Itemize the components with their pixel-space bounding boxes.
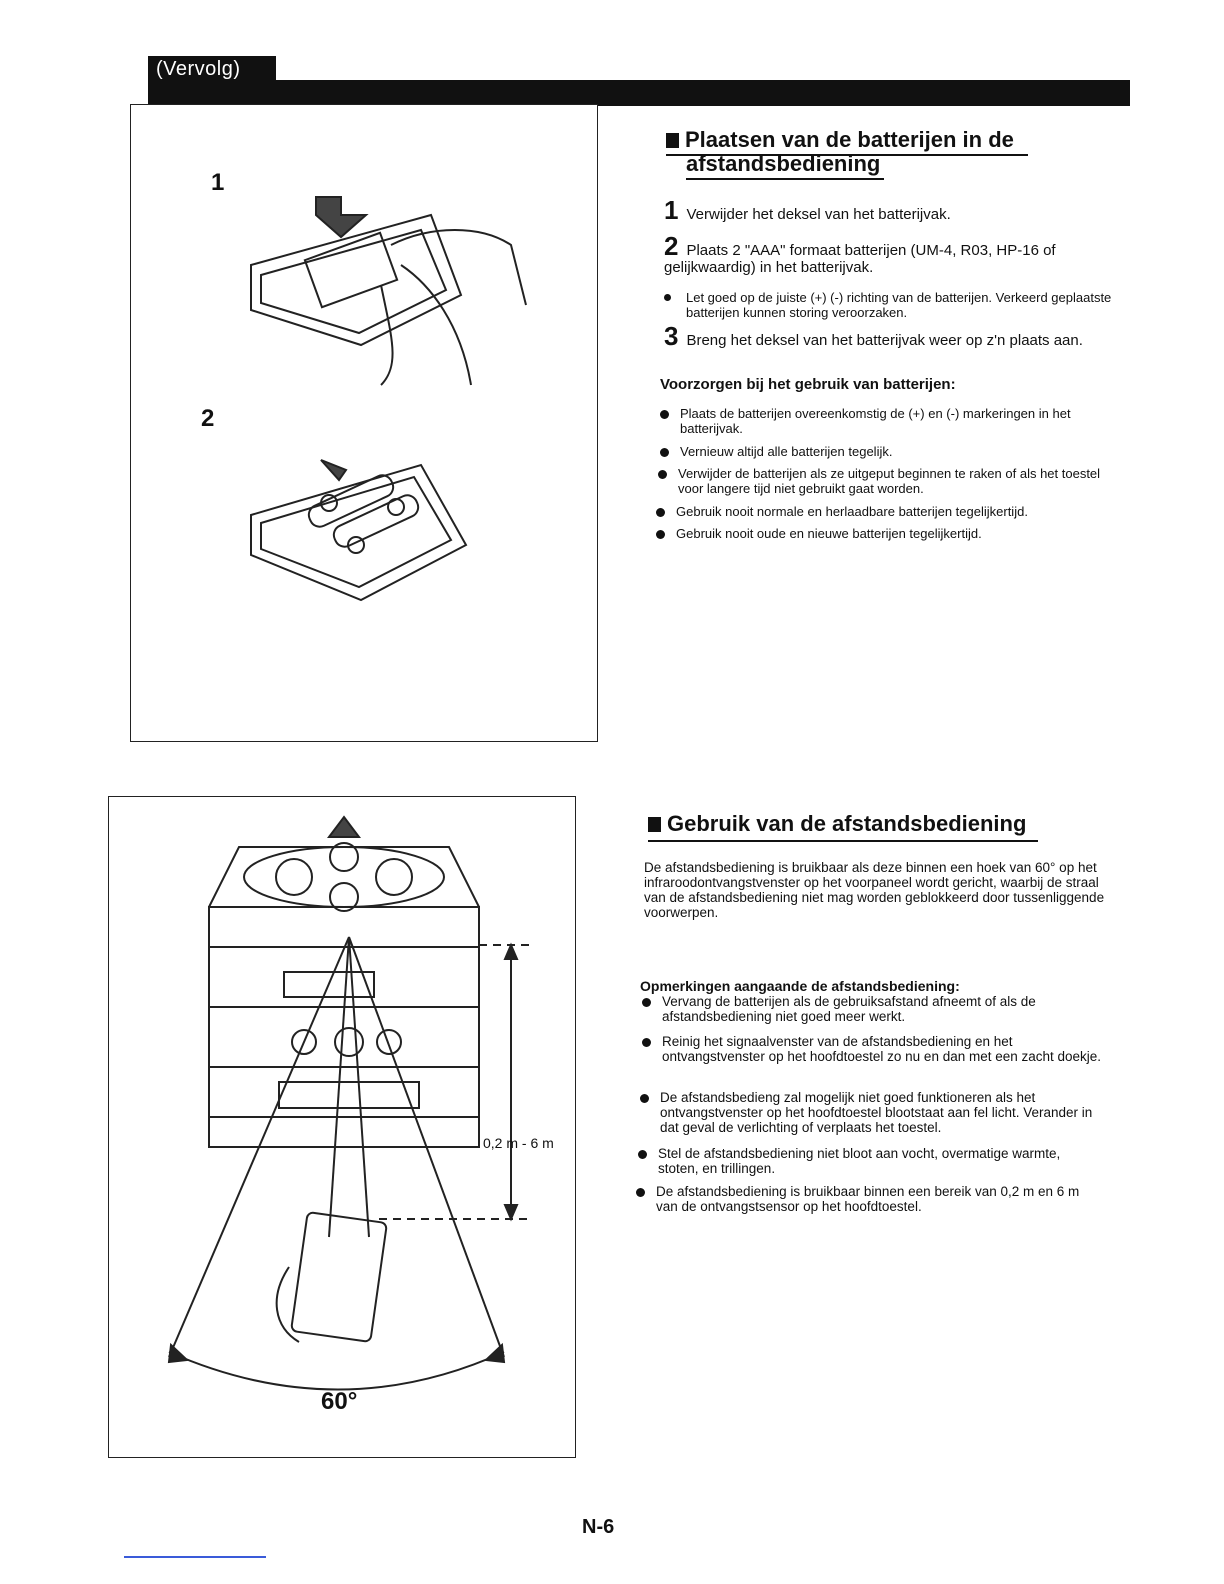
bullet-icon <box>664 294 671 301</box>
precaution-item: Gebruik nooit normale en herlaadbare batterijen tegelijkertijd. <box>676 504 1028 519</box>
remote-usage-figure <box>108 796 576 1458</box>
footer-rule <box>124 1556 266 1558</box>
bullet-icon <box>656 508 665 517</box>
figure-step-2-label: 2 <box>201 405 215 432</box>
bullet-icon <box>658 470 667 479</box>
note-item: Reinig het signaalvenster van de afstandsbediening en het ontvangstvenster op het hoofdtoestel zo nu en dan met een zacht doekje. <box>662 1034 1102 1064</box>
polarity-note: Let goed op de juiste (+) (-) richting van de batterijen. Verkeerd geplaatste batterijen kunnen storing veroorzaken. <box>686 290 1112 320</box>
notes-heading: Opmerkingen aangaande de afstandsbediening: <box>640 978 960 994</box>
angle-label: 60° <box>321 1388 358 1415</box>
bullet-icon <box>660 410 669 419</box>
bullet-icon <box>656 530 665 539</box>
section-header-label: (Vervolg) <box>148 56 276 82</box>
figure-step-1-label: 1 <box>211 169 225 196</box>
bullet-icon <box>642 998 651 1007</box>
bullet-icon <box>640 1094 649 1103</box>
battery-installation-figure <box>130 104 598 742</box>
page-number: N-6 <box>582 1516 615 1538</box>
title-underline <box>648 840 1038 842</box>
step-1: 1 Verwijder het deksel van het batterijvak. <box>664 195 951 225</box>
precautions-heading: Voorzorgen bij het gebruik van batterijen: <box>660 376 956 393</box>
bullet-icon <box>642 1038 651 1047</box>
step-3: 3 Breng het deksel van het batterijvak weer op z'n plaats aan. <box>664 321 1083 351</box>
precaution-item: Verwijder de batterijen als ze uitgeput beginnen te raken of als het toestel voor langere tijd niet gebruikt gaat worden. <box>678 466 1101 496</box>
bullet-icon <box>638 1150 647 1159</box>
note-item: Stel de afstandsbediening niet bloot aan vocht, overmatige warmte, stoten, en trillingen. <box>658 1146 1061 1176</box>
note-item: Vervang de batterijen als de gebruiksafstand afneemt of als de afstandsbediening niet goed meer werkt. <box>662 994 1036 1024</box>
precaution-item: Plaats de batterijen overeenkomstig de (+) en (-) markeringen in het batterijvak. <box>680 406 1071 436</box>
section-title-batteries: Plaatsen van de batterijen in de <box>666 128 1014 152</box>
note-item: De afstandsbedieng zal mogelijk niet goed funktioneren als het ontvangstvenster op het hoofdtoestel blootstaat aan fel licht. Verander in dat geval de verlichting of verplaats het toestel. <box>660 1090 1093 1135</box>
remote-battery-illustration <box>131 105 597 741</box>
remote-use-intro: De afstandsbediening is bruikbaar als deze binnen een hoek van 60° op het infraroodontvangstvenster op het voorpaneel wordt gericht, waarbij de straal van de afstandsbediening niet mag worden geblokkeerd door tussenliggende voorwerpen. <box>644 860 1105 920</box>
precaution-item: Vernieuw altijd alle batterijen tegelijk. <box>680 444 893 459</box>
bullet-icon <box>660 448 669 457</box>
step-2: 2 Plaats 2 "AAA" formaat batterijen (UM-4, R03, HP-16 of gelijkwaardig) in het batterijvak. <box>664 231 1056 276</box>
note-item: De afstandsbediening is bruikbaar binnen een bereik van 0,2 m en 6 m van de ontvangstsensor op het hoofdtoestel. <box>656 1184 1080 1214</box>
header-bar <box>148 80 1130 106</box>
precaution-item: Gebruik nooit oude en nieuwe batterijen tegelijkertijd. <box>676 526 982 541</box>
stereo-remote-illustration <box>109 797 575 1457</box>
distance-label: 0,2 m - 6 m <box>483 1135 554 1151</box>
section-title-remote-use: Gebruik van de afstandsbediening <box>648 812 1026 836</box>
section-title-batteries-line2: afstandsbediening <box>686 151 881 176</box>
bullet-icon <box>636 1188 645 1197</box>
square-bullet-icon <box>666 133 679 148</box>
square-bullet-icon <box>648 817 661 832</box>
title-underline <box>686 178 884 180</box>
